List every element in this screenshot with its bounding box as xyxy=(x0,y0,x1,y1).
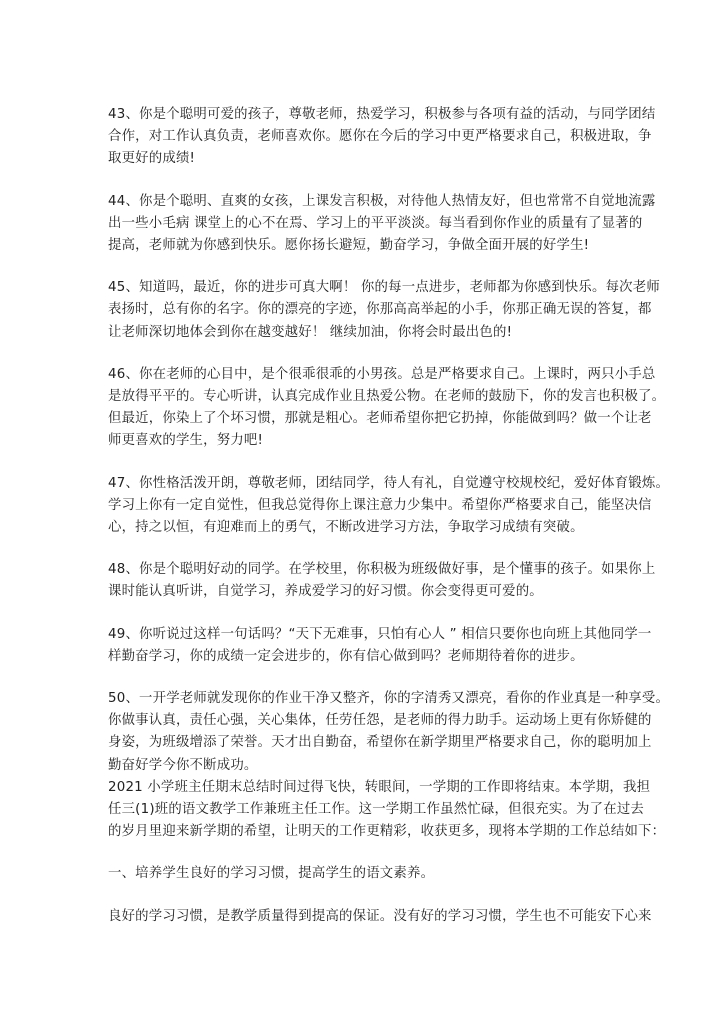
text-line: 勤奋好学今你不断成功。 xyxy=(108,757,258,773)
text-line: 46、你在老师的心目中，是个很乖很乖的小男孩。总是严格要求自己。上课时，两只小手总 xyxy=(108,366,656,382)
text-line: 是放得平平的。专心听讲，认真完成作业且热爱公物。在老师的鼓励下，你的发言也积极了。 xyxy=(108,389,666,405)
paragraph-45 xyxy=(108,277,660,344)
text-line: 出一些小毛病 课堂上的心不在焉、学习上的平平淡淡。每当看到你作业的质量有了显著的 xyxy=(108,215,643,231)
paragraph-43 xyxy=(108,104,656,171)
text-line: 43、你是个聪明可爱的孩子，尊敬老师，热爱学习，积极参与各项有益的活动，与同学团结 xyxy=(108,107,656,122)
text-line: 学习上你有一定自觉性，但我总觉得你上课注意力少集中。希望你严格要求自己，能坚决信 xyxy=(108,497,652,513)
text-line: 让老师深切地体会到你在越变越好！ 继续加油，你将会时最出色的! xyxy=(108,324,513,340)
paragraph-46 xyxy=(108,364,666,453)
text-line: 50、一开学老师就发现你的作业干净又整齐，你的字清秀又漂亮，看你的作业真是一种享受。 xyxy=(108,691,670,707)
paragraph-50 xyxy=(108,688,670,777)
text-line: 2021 小学班主任期末总结时间过得飞快，转眼间，一学期的工作即将结束。本学期，我担 xyxy=(108,779,651,795)
text-line: 样勤奋学习，你的成绩一定会进步的，你有信心做到吗？老师期待着你的进步。 xyxy=(108,648,584,664)
text-line: 44、你是个聪明、直爽的女孩，上课发言积极，对待他人热情友好，但也常常不自觉地流露 xyxy=(108,193,656,209)
paragraph-44 xyxy=(108,191,656,258)
text-line: 的岁月里迎来新学期的希望，让明天的工作更精彩，收获更多，现将本学期的工作总结如下： xyxy=(108,824,666,840)
section-heading xyxy=(108,863,628,885)
paragraph-49 xyxy=(108,624,652,668)
text-line: 提高，老师就为你感到快乐。愿你扬长避短，勤奋学习，争做全面开展的好学生! xyxy=(108,238,590,254)
text-line: 任三(1)班的语文教学工作兼班主任工作。这一学期工作虽然忙碌，但很充实。为了在过去 xyxy=(108,802,645,818)
text-line: 师更喜欢的学生，努力吧! xyxy=(108,433,264,449)
text-line: 表扬时，总有你的名字。你的漂亮的字迹，你那高高举起的小手，你那正确无误的答复，都 xyxy=(108,302,652,318)
paragraph-48 xyxy=(108,559,656,603)
text-line: 取更好的成绩! xyxy=(108,151,196,167)
text-line: 合作，对工作认真负责，老师喜欢你。愿你在今后的学习中更严格要求自己，积极进取，争 xyxy=(108,129,652,145)
paragraph-section-body xyxy=(108,906,652,928)
text-line: 身姿，为班级增添了荣誉。天才出自勤奋，希望你在新学期里严格要求自己，你的聪明加上 xyxy=(108,735,652,751)
text-line: 一、培养学生良好的学习习惯，提高学生的语文素养。 xyxy=(108,866,435,882)
text-line: 课时能认真听讲，自觉学习，养成爱学习的好习惯。你会变得更可爱的。 xyxy=(108,584,543,600)
text-line: 48、你是个聪明好动的同学。在学校里，你积极为班级做好事，是个懂事的孩子。如果你上 xyxy=(108,562,656,578)
text-line: 你做事认真，责任心强，关心集体，任劳任怨，是老师的得力助手。运动场上更有你矫健的 xyxy=(108,713,652,729)
text-line: 良好的学习习惯，是教学质量得到提高的保证。没有好的学习习惯，学生也不可能安下心来 xyxy=(108,908,652,924)
paragraph-summary-intro xyxy=(108,777,666,844)
text-line: 心，持之以恒，有迎难而上的勇气，不断改进学习方法，争取学习成绩有突破。 xyxy=(108,520,584,536)
text-line: 45、知道吗，最近，你的进步可真大啊！ 你的每一点进步，老师都为你感到快乐。每次老师 xyxy=(108,280,660,296)
text-line: 49、你听说过这样一句话吗？“天下无难事，只怕有心人 ” 相信只要你也向班上其他同学一 xyxy=(108,626,652,642)
paragraph-47 xyxy=(108,473,670,540)
text-line: 但最近，你染上了个坏习惯，那就是粗心。老师希望你把它扔掉，你能做到吗？做一个让老 xyxy=(108,411,652,427)
text-line: 47、你性格活泼开朗，尊敬老师，团结同学，待人有礼，自觉遵守校规校纪，爱好体育锻炼。 xyxy=(108,475,670,491)
